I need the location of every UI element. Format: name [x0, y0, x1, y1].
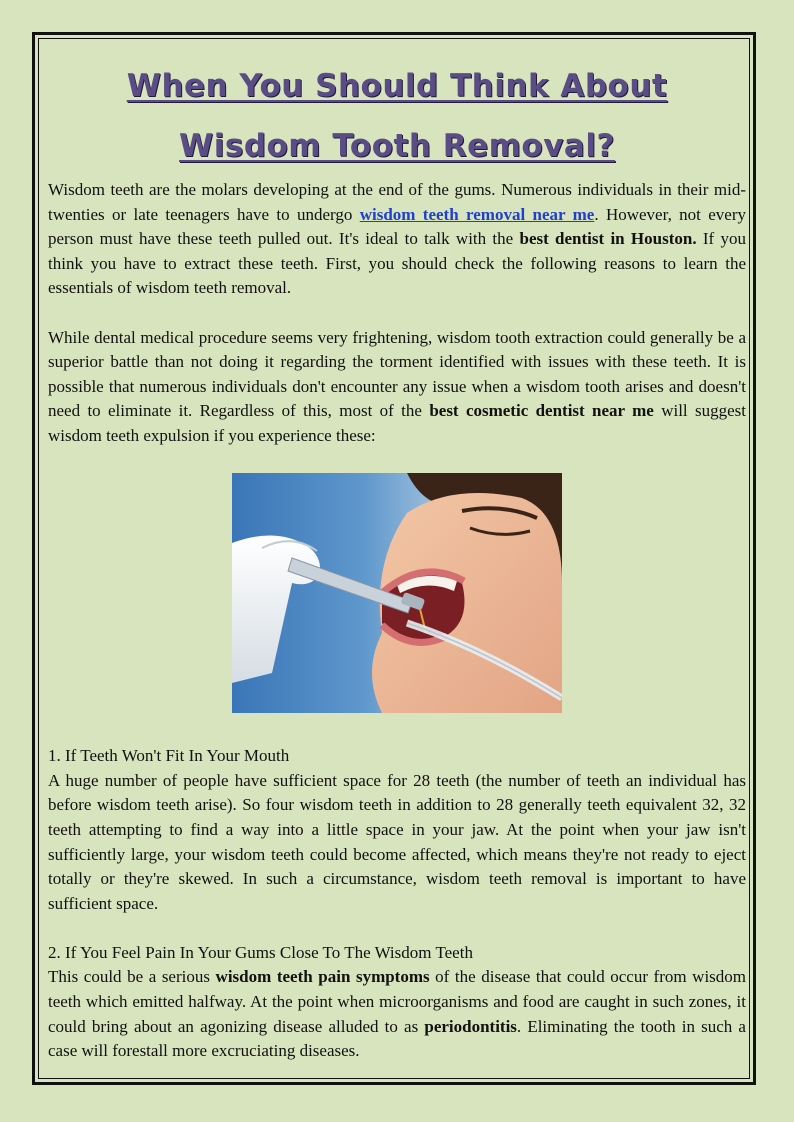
intro-text-2: . However, not every person must have these teeth pulled out. It's ideal to talk with the: [48, 204, 746, 249]
section2-text-1: This could be a serious: [48, 967, 216, 987]
dentist-treating-patient-illustration: [232, 473, 562, 713]
section-1-heading: 1. If Teeth Won't Fit In Your Mouth: [48, 746, 290, 766]
para2-text-2: will suggest wisdom teeth expulsion if you experience these:: [48, 401, 746, 445]
intro-bold-dentist: best dentist in Houston.: [519, 229, 697, 249]
para2-bold-cosmetic: best cosmetic dentist near me: [429, 401, 654, 421]
intro-paragraph: [48, 178, 746, 301]
dental-procedure-photo: [232, 473, 562, 713]
para2-text-1: While dental medical procedure seems very frightening, wisdom tooth extraction could generally be a superior battle than not doing it regarding the torment identified with issues with these teeth. It is possible that numerous individuals don't encounter any issue when a wisdom tooth arises and doesn't need to eliminate it. Regardless of this, most of the: [48, 327, 746, 421]
intro-text-1: Wisdom teeth are the molars developing at the end of the gums. Numerous individuals in their mid-twenties or late teenagers have to undergo: [48, 180, 746, 224]
section-2-body: [48, 965, 746, 1063]
title-line-1: When You Should Think About: [126, 68, 668, 104]
article-body: [48, 178, 746, 1088]
section-2-heading: 2. If You Feel Pain In Your Gums Close To The Wisdom Teeth: [48, 942, 473, 962]
section2-text-2: of the disease that could occur from wisdom teeth which emitted halfway. At the point when microorganisms and food are caught in such zones, it could bring about an agonizing disease alluded to as: [48, 967, 747, 1036]
section2-text-3: . Eliminating the tooth in such a case will forestall more excruciating diseases.: [48, 1016, 746, 1061]
section2-bold-periodontitis: periodontitis: [424, 1016, 517, 1036]
section-1-body: A huge number of people have sufficient space for 28 teeth (the number of teeth an individual has before wisdom teeth arise). So four wisdom teeth in addition to 28 generally teeth equivalent 32, 32 teeth attempting to find a way into a little space in your jaw. At the point when your jaw isn't sufficiently large, your wisdom teeth could become affected, which means they're not ready to eject totally or they're skewed. In such a circumstance, wisdom teeth removal is important to have sufficient space.: [48, 770, 746, 913]
title-line-2: Wisdom Tooth Removal?: [179, 128, 615, 164]
section2-bold-symptoms: wisdom teeth pain symptoms: [215, 967, 430, 987]
wisdom-teeth-removal-link[interactable]: wisdom teeth removal near me: [359, 204, 595, 224]
second-paragraph: [48, 326, 746, 449]
page-title: [48, 56, 746, 176]
intro-text-3: If you think you have to extract these teeth. First, you should check the following reasons to learn the essentials of wisdom teeth removal.: [48, 229, 746, 298]
